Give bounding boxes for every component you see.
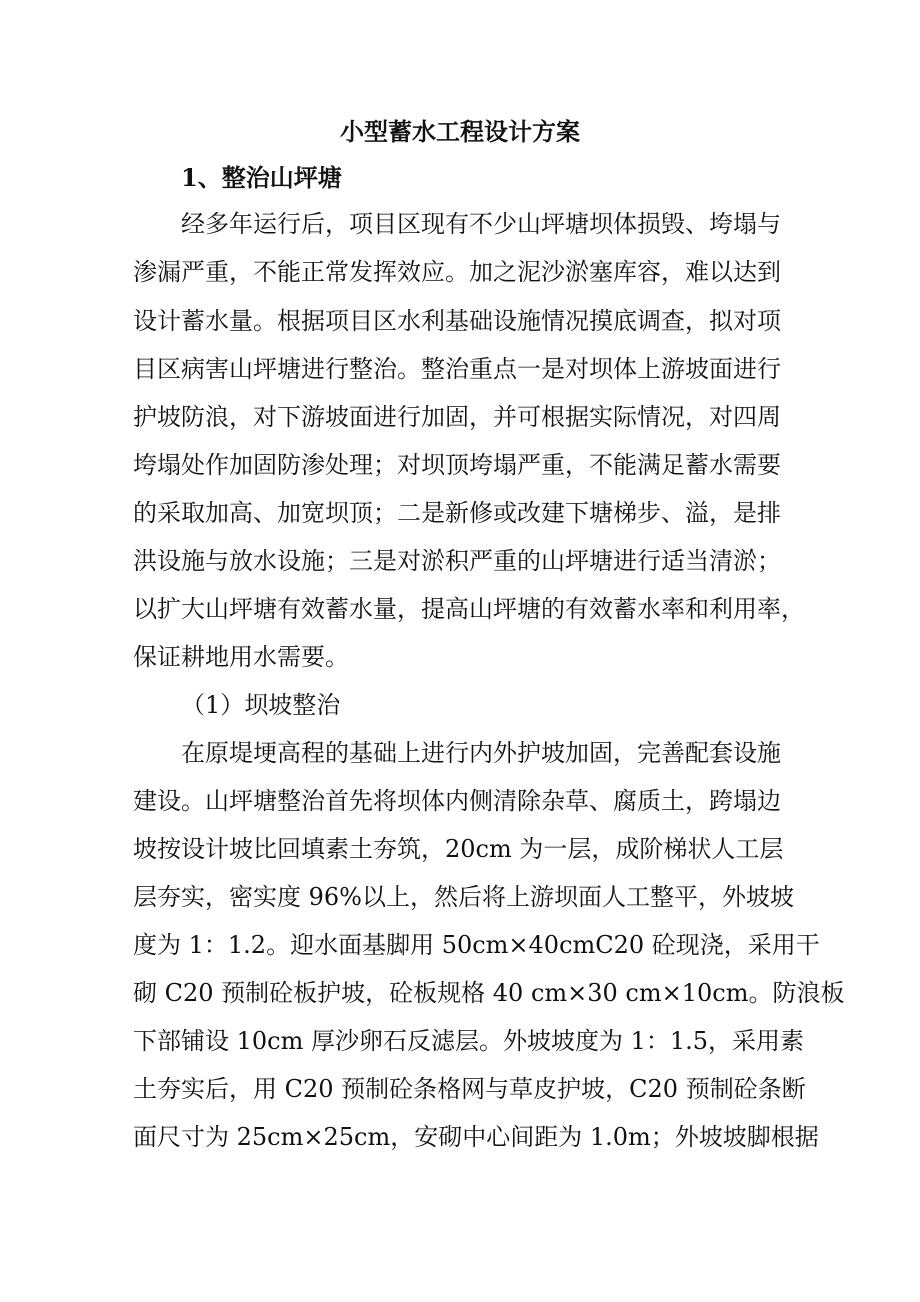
paragraph-line: 洪设施与放水设施；三是对淤积严重的山坪塘进行适当清淤； (133, 547, 781, 575)
paragraph-line: 下部铺设 10cm 厚沙卵石反滤层。外坡坡度为 1：1.5，采用素 (133, 1027, 805, 1055)
paragraph-line: 护坡防浪，对下游坡面进行加固，并可根据实际情况，对四周 (133, 403, 781, 431)
paragraph-line: 保证耕地用水需要。 (133, 643, 349, 671)
paragraph-line: 的采取加高、加宽坝顶；二是新修或改建下塘梯步、溢，是排 (133, 499, 781, 527)
paragraph-line: 坡按设计坡比回填素土夯筑，20cm 为一层，成阶梯状人工层 (133, 835, 784, 863)
paragraph-line: 在原堤埂高程的基础上进行内外护坡加固，完善配套设施 (181, 739, 781, 767)
paragraph-line: 面尺寸为 25cm×25cm，安砌中心间距为 1.0m；外坡坡脚根据 (133, 1123, 819, 1151)
subheading: （1）坝坡整治 (181, 691, 341, 719)
paragraph-line: 砌 C20 预制砼板护坡，砼板规格 40 cm×30 cm×10cm。防浪板 (133, 979, 845, 1007)
paragraph-line: 渗漏严重，不能正常发挥效应。加之泥沙淤塞库容，难以达到 (133, 258, 781, 286)
section-heading: 1、整治山坪塘 (181, 163, 342, 192)
paragraph-line: 层夯实，密实度 96%以上，然后将上游坝面人工整平，外坡坡 (133, 883, 794, 911)
paragraph-line: 目区病害山坪塘进行整治。整治重点一是对坝体上游坡面进行 (133, 355, 781, 383)
paragraph-line: 经多年运行后，项目区现有不少山坪塘坝体损毁、垮塌与 (181, 210, 781, 238)
document-title: 小型蓄水工程设计方案 (340, 117, 580, 146)
paragraph-line: 土夯实后，用 C20 预制砼条格网与草皮护坡，C20 预制砼条断 (133, 1075, 806, 1103)
paragraph-line: 设计蓄水量。根据项目区水利基础设施情况摸底调查，拟对项 (133, 307, 781, 335)
paragraph-line: 以扩大山坪塘有效蓄水量，提高山坪塘的有效蓄水率和利用率， (133, 595, 805, 623)
paragraph-line: 建设。山坪塘整治首先将坝体内侧清除杂草、腐质土，跨塌边 (133, 787, 781, 815)
paragraph-line: 垮塌处作加固防渗处理；对坝顶垮塌严重，不能满足蓄水需要 (133, 451, 781, 479)
paragraph-line: 度为 1：1.2。迎水面基脚用 50cm×40cmC20 砼现浇，采用干 (133, 931, 820, 959)
